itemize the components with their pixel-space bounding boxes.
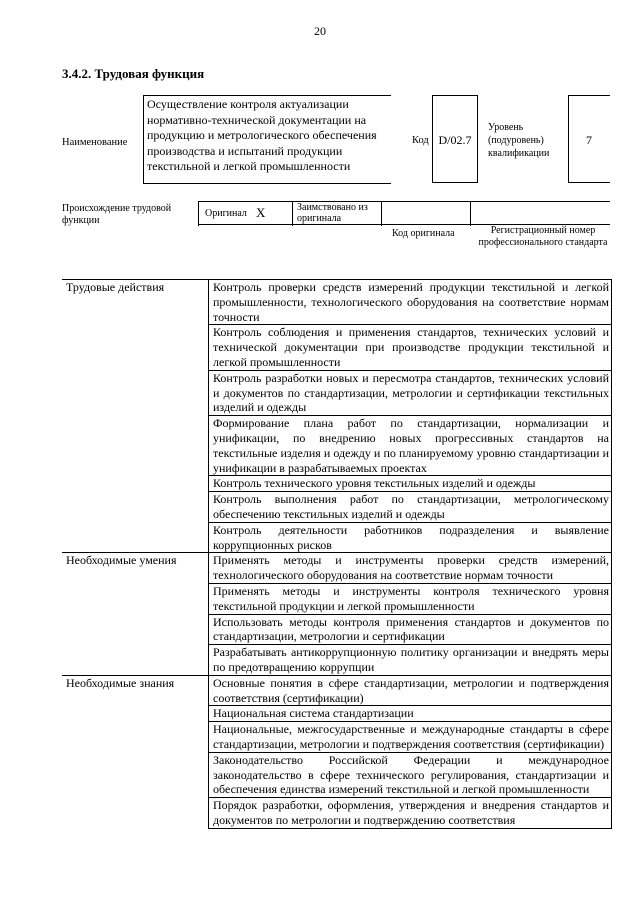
table-cell-item: Контроль соблюдения и применения стандартов, технических условий и технической документации при производстве продукции текстильной и легкой промышленности xyxy=(209,325,612,370)
table-row xyxy=(62,553,612,584)
section-label-empty xyxy=(62,325,209,370)
table-cell-item: Применять методы и инструменты контроля технического уровня текстильной продукции и легкой промышленности xyxy=(209,583,612,614)
function-table xyxy=(62,279,612,829)
table-row xyxy=(62,614,612,645)
level-label: Уровень (подуровень) квалификации xyxy=(488,122,550,159)
table-row xyxy=(62,645,612,676)
table-row xyxy=(62,492,612,523)
table-row xyxy=(62,583,612,614)
section-label-empty xyxy=(62,522,209,553)
section-label: Трудовые действия xyxy=(62,280,209,325)
table-row xyxy=(62,325,612,370)
page-number: 20 xyxy=(314,24,326,38)
origin-label: Происхождение трудовой функции xyxy=(62,203,172,226)
section-label-empty xyxy=(62,645,209,676)
section-label-empty xyxy=(62,492,209,523)
level-value: 7 xyxy=(586,133,592,147)
table-row xyxy=(62,522,612,553)
section-label-empty xyxy=(62,798,209,829)
table-cell-item: Основные понятия в сфере стандартизации, метрологии и подтверждения соответствия (сертификации) xyxy=(209,675,612,706)
section-label: Необходимые умения xyxy=(62,553,209,584)
table-cell-item: Национальная система стандартизации xyxy=(209,706,612,722)
name-value: Осуществление контроля актуализации нормативно-технической документации на продукцию и метрологического обеспечения производства и испытаний продукции текстильной и легкой промышленности xyxy=(147,97,377,173)
section-label-empty xyxy=(62,722,209,753)
table-row xyxy=(62,752,612,797)
table-row xyxy=(62,798,612,829)
original-label: Оригинал xyxy=(205,208,247,219)
table-cell-item: Разрабатывать антикоррупционную политику организации и внедрять меры по предотвращению коррупции xyxy=(209,645,612,676)
section-label-empty xyxy=(62,752,209,797)
table-cell-item: Контроль разработки новых и пересмотра стандартов, технических условий и документов по стандартизации, метрологии и сертификации текстильных изделий и одежды xyxy=(209,370,612,415)
table-cell-item: Формирование плана работ по стандартизации, нормализации и унификации, по внедрению новых прогрессивных стандартов на текстильные изделия и одежду и по планируемому уровню стандартизации и унификации в разрабатываемых проектах xyxy=(209,416,612,476)
table-row xyxy=(62,675,612,706)
table-cell-item: Порядок разработки, оформления, утверждения и внедрения стандартов и документов по метрологии и подтверждению соответствия xyxy=(209,798,612,829)
table-cell-item: Использовать методы контроля применения стандартов и документов по стандартизации, метрологии и сертификации xyxy=(209,614,612,645)
table-row xyxy=(62,706,612,722)
section-title: 3.4.2. Трудовая функция xyxy=(62,66,205,81)
table-cell-item: Применять методы и инструменты проверки средств измерений, технологического оборудования на соответствие нормам точности xyxy=(209,553,612,584)
code-value: D/02.7 xyxy=(438,133,472,147)
table-cell-item: Законодательство Российской Федерации и международное законодательство в сфере технического регулирования, стандартизации и обеспечения единства измерений текстильной и легкой промышленности xyxy=(209,752,612,797)
reg-number-label: Регистрационный номер профессионального стандарта xyxy=(478,225,608,248)
borrowed-label: Заимствовано из оригинала xyxy=(297,202,368,224)
code-label: Код xyxy=(412,135,429,146)
section-label: Необходимые знания xyxy=(62,675,209,706)
table-cell-item: Контроль проверки средств измерений продукции текстильной и легкой промышленности, технологического оборудования на соответствие нормам точности xyxy=(209,280,612,325)
table-row xyxy=(62,416,612,476)
table-cell-item: Национальные, межгосударственные и международные стандарты в сфере стандартизации, метрологии и подтверждения соответствия (сертификации) xyxy=(209,722,612,753)
code-original-label: Код оригинала xyxy=(392,228,455,239)
table-row xyxy=(62,280,612,325)
section-label-empty xyxy=(62,706,209,722)
section-label-empty xyxy=(62,370,209,415)
table-cell-item: Контроль деятельности работников подразделения и выявление коррупционных рисков xyxy=(209,522,612,553)
section-label-empty xyxy=(62,614,209,645)
table-row xyxy=(62,370,612,415)
table-row xyxy=(62,476,612,492)
section-label-empty xyxy=(62,583,209,614)
table-cell-item: Контроль технического уровня текстильных изделий и одежды xyxy=(209,476,612,492)
table-row xyxy=(62,722,612,753)
section-label-empty xyxy=(62,476,209,492)
original-mark: X xyxy=(256,205,266,220)
table-cell-item: Контроль выполнения работ по стандартизации, метрологическому обеспечению текстильных изделий и одежды xyxy=(209,492,612,523)
section-label-empty xyxy=(62,416,209,476)
name-label: Наименование xyxy=(62,137,128,148)
